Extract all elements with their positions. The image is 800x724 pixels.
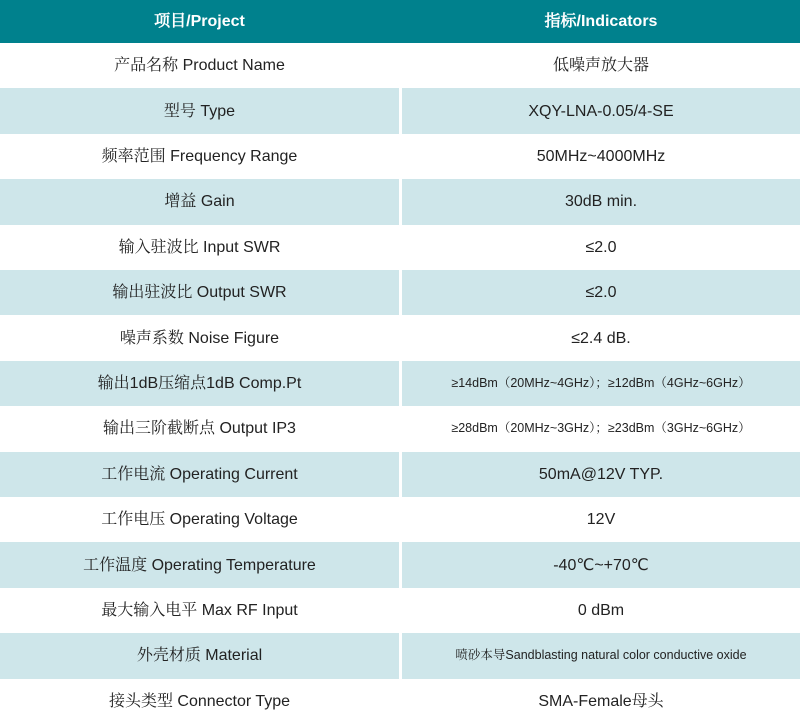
indicator-cell: ≥14dBm（20MHz~4GHz）；≥12dBm（4GHz~6GHz） xyxy=(402,361,800,406)
table-row xyxy=(0,88,800,133)
indicator-cell: 12V xyxy=(586,511,616,529)
project-cell: 噪声系数 Noise Figure xyxy=(119,329,280,347)
indicator-cell: ≤2.0 xyxy=(402,270,800,315)
table-row xyxy=(0,225,800,270)
indicator-cell: 0 dBm xyxy=(577,601,625,619)
table-row xyxy=(0,270,800,315)
project-cell: 工作电压 Operating Voltage xyxy=(101,511,298,529)
table-row xyxy=(0,633,800,678)
project-cell: 产品名称 Product Name xyxy=(114,57,285,75)
project-cell: 工作电流 Operating Current xyxy=(0,452,399,497)
header-indicators: 指标/Indicators xyxy=(544,12,658,30)
indicator-cell: ≤2.4 dB. xyxy=(571,329,631,347)
table-row xyxy=(0,134,800,179)
table-row xyxy=(0,497,800,542)
indicator-cell: SMA-Female母头 xyxy=(538,692,664,710)
table-row xyxy=(0,406,800,451)
indicator-cell: XQY-LNA-0.05/4-SE xyxy=(402,88,800,133)
table-row xyxy=(0,588,800,633)
project-cell: 接头类型 Connector Type xyxy=(108,692,291,710)
indicator-cell: ≤2.0 xyxy=(585,238,617,256)
project-cell: 输入驻波比 Input SWR xyxy=(118,238,281,256)
table-row xyxy=(0,542,800,587)
table-row xyxy=(0,43,800,88)
table-row xyxy=(0,452,800,497)
project-cell: 外壳材质 Material xyxy=(0,633,399,678)
project-cell: 输出三阶截断点 Output IP3 xyxy=(103,420,296,438)
indicator-cell: ≥28dBm（20MHz~3GHz）；≥23dBm（3GHz~6GHz） xyxy=(451,421,751,436)
indicator-cell: 50mA@12V TYP. xyxy=(402,452,800,497)
indicator-cell: 喷砂本导Sandblasting natural color conductive oxide xyxy=(402,633,800,678)
project-cell: 频率范围 Frequency Range xyxy=(101,147,298,165)
header-project: 项目/Project xyxy=(154,12,245,30)
project-cell: 输出驻波比 Output SWR xyxy=(0,270,399,315)
project-cell: 增益 Gain xyxy=(0,179,399,224)
table-body xyxy=(0,43,800,724)
table-row xyxy=(0,679,800,724)
table-row xyxy=(0,315,800,360)
project-cell: 工作温度 Operating Temperature xyxy=(0,542,399,587)
table-row xyxy=(0,179,800,224)
project-cell: 输出1dB压缩点1dB Comp.Pt xyxy=(0,361,399,406)
table-row xyxy=(0,361,800,406)
table-header-row xyxy=(0,0,800,43)
indicator-cell: 30dB min. xyxy=(402,179,800,224)
indicator-cell: -40℃~+70℃ xyxy=(402,542,800,587)
indicator-cell: 低噪声放大器 xyxy=(552,57,649,75)
project-cell: 最大输入电平 Max RF Input xyxy=(101,601,298,619)
indicator-cell: 50MHz~4000MHz xyxy=(536,147,666,165)
project-cell: 型号 Type xyxy=(0,88,399,133)
